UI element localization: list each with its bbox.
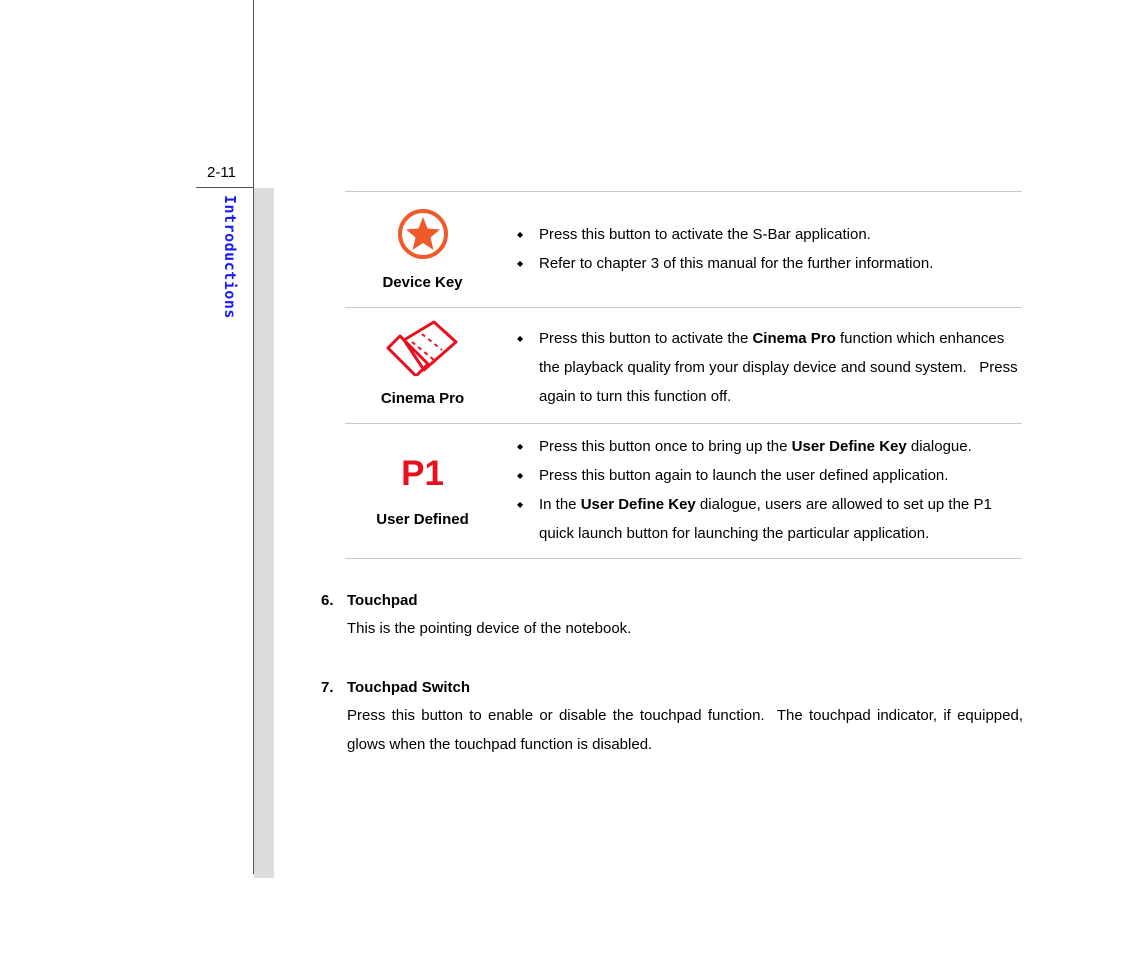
text-segment: In the [539,496,581,513]
text-segment: Press this button again to launch the user defined application. [539,467,949,484]
key-name: Cinema Pro [380,390,465,407]
bullet-item [515,220,1022,249]
key-description [515,220,1022,278]
key-row-user-defined [345,424,1022,559]
page-number-rule [196,187,254,188]
bullet-item [515,249,1022,278]
side-bar [254,188,274,878]
bullet-item [515,432,1022,461]
p1-label: P1 [401,454,444,493]
item-heading [321,592,1023,609]
bold-term: User Define Key [580,496,696,513]
item-number: 7. [321,679,334,696]
p1-icon [345,454,500,494]
text-segment: Press this button to activate the S-Bar application. [539,226,871,243]
item-number: 6. [321,592,334,609]
text-segment: function which enhances the playback quality from your display device and sound system. Press again to turn this function off. [539,330,1018,405]
key-name: Device Key [382,274,463,291]
text-segment: dialogue. [906,438,972,455]
bold-term: Cinema Pro [752,330,836,347]
key-name: User Defined [376,511,469,528]
item-body: This is the pointing device of the notebook. [347,620,632,637]
bullet-item [515,461,1022,490]
text-segment: dialogue, users are allowed to set up the P1 quick launch button for launching the particular application. [539,496,992,542]
key-table [345,191,1022,559]
item-title: Touchpad [347,592,418,609]
key-description [515,324,1022,411]
item-title: Touchpad Switch [347,679,471,696]
text-segment: Refer to chapter 3 of this manual for the further information. [539,255,934,272]
item-body: Press this button to enable or disable the touchpad function. The touchpad indicator, if equipped, glows when the touchpad function is disabled. [347,707,1023,753]
cinema-film-icon [345,320,500,376]
item-heading [321,679,1023,696]
key-row-device-key [345,192,1022,308]
bullet-item [515,324,1022,411]
key-row-cinema-pro [345,308,1022,424]
bold-term: User Define Key [791,438,907,455]
bullet-item [515,490,1022,548]
key-description [515,432,1022,548]
section-title: Introductions [221,195,239,319]
item-touchpad-switch [321,679,1023,759]
star-icon [345,208,500,260]
page-number: 2-11 [207,164,236,181]
item-touchpad [321,592,1023,643]
text-segment: Press this button once to bring up the [539,438,792,455]
text-segment: Press this button to activate the [539,330,753,347]
